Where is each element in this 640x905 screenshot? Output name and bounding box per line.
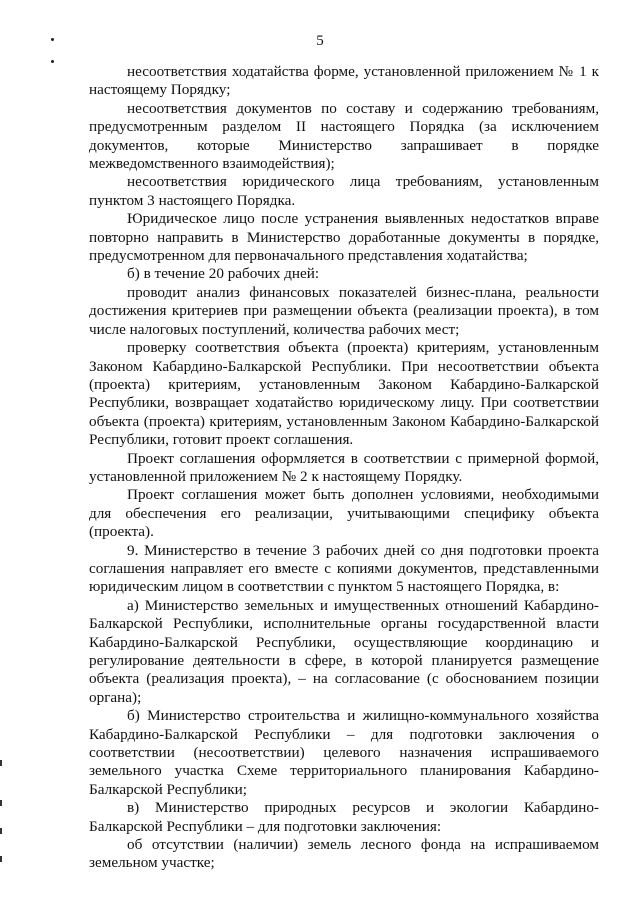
paragraph: несоответствия юридического лица требованиям, установленным пунктом 3 настоящего Порядка.: [89, 173, 599, 209]
scan-edge-mark: [0, 828, 2, 834]
paragraph: Проект соглашения оформляется в соответствии с примерной формой, установленной приложением № 2 к настоящему Порядку.: [89, 449, 599, 485]
paragraph: в) Министерство природных ресурсов и экологии Кабардино-Балкарской Республики – для подготовки заключения:: [89, 799, 599, 835]
scan-edge-mark: [0, 800, 2, 806]
paragraph: 9. Министерство в течение 3 рабочих дней со дня подготовки проекта соглашения направляет его вместе с копиями документов, представленными юридическим лицом в соответствии с пунктом 5 настоящего Порядка, в:: [89, 541, 599, 596]
paragraph: Юридическое лицо после устранения выявленных недостатков вправе повторно направить в Министерство доработанные документы в порядке, предусмотренном для первоначального представления ходатайства;: [89, 210, 599, 265]
scan-edge-mark: [0, 856, 2, 862]
paragraph: несоответствия ходатайства форме, установленной приложением № 1 к настоящему Порядку;: [89, 63, 599, 99]
paragraph: несоответствия документов по составу и содержанию требованиям, предусмотренным разделом II настоящего Порядка (за исключением документов, которые Министерство запрашивает в порядке межведомственного взаимодействия);: [89, 99, 599, 173]
paragraph: б) в течение 20 рабочих дней:: [127, 265, 320, 283]
paragraph: об отсутствии (наличии) земель лесного фонда на испрашиваемом земельном участке;: [89, 836, 599, 872]
document-body: [89, 63, 599, 873]
scan-speck: [51, 38, 54, 41]
paragraph: проводит анализ финансовых показателей бизнес-плана, реальности достижения критериев при размещении объекта (реализации проекта), в том числе налоговых поступлений, количества рабочих мест;: [89, 283, 599, 338]
paragraph: а) Министерство земельных и имущественных отношений Кабардино-Балкарской Республики, исполнительные органы государственной власти Кабардино-Балкарской Республики, осуществляющие координацию и регулирование деятельности в сфере, в которой планируется размещение объекта (реализация проекта), – на согласование (с обоснованием позиции органа);: [89, 596, 599, 706]
paragraph: проверку соответствия объекта (проекта) критериям, установленным Законом Кабардино-Балкарской Республики. При несоответствии объекта (проекта) критериям, установленным Законом Кабардино-Балкарской Республики, возвращает ходатайство юридическому лицу. При соответствии объекта (проекта) критериям, установленным Законом Кабардино-Балкарской Республики, готовит проект соглашения.: [89, 339, 599, 449]
paragraph: Проект соглашения может быть дополнен условиями, необходимыми для обеспечения его реализации, учитывающими специфику объекта (проекта).: [89, 486, 599, 541]
scan-speck: [51, 60, 54, 63]
paragraph: б) Министерство строительства и жилищно-коммунального хозяйства Кабардино-Балкарской Республики – для подготовки заключения о соответствии (несоответствии) целевого назначения испрашиваемого земельного участка Схеме территориального планирования Кабардино-Балкарской Республики;: [89, 707, 599, 798]
scan-edge-mark: [0, 760, 2, 766]
page-number: 5: [316, 33, 324, 49]
